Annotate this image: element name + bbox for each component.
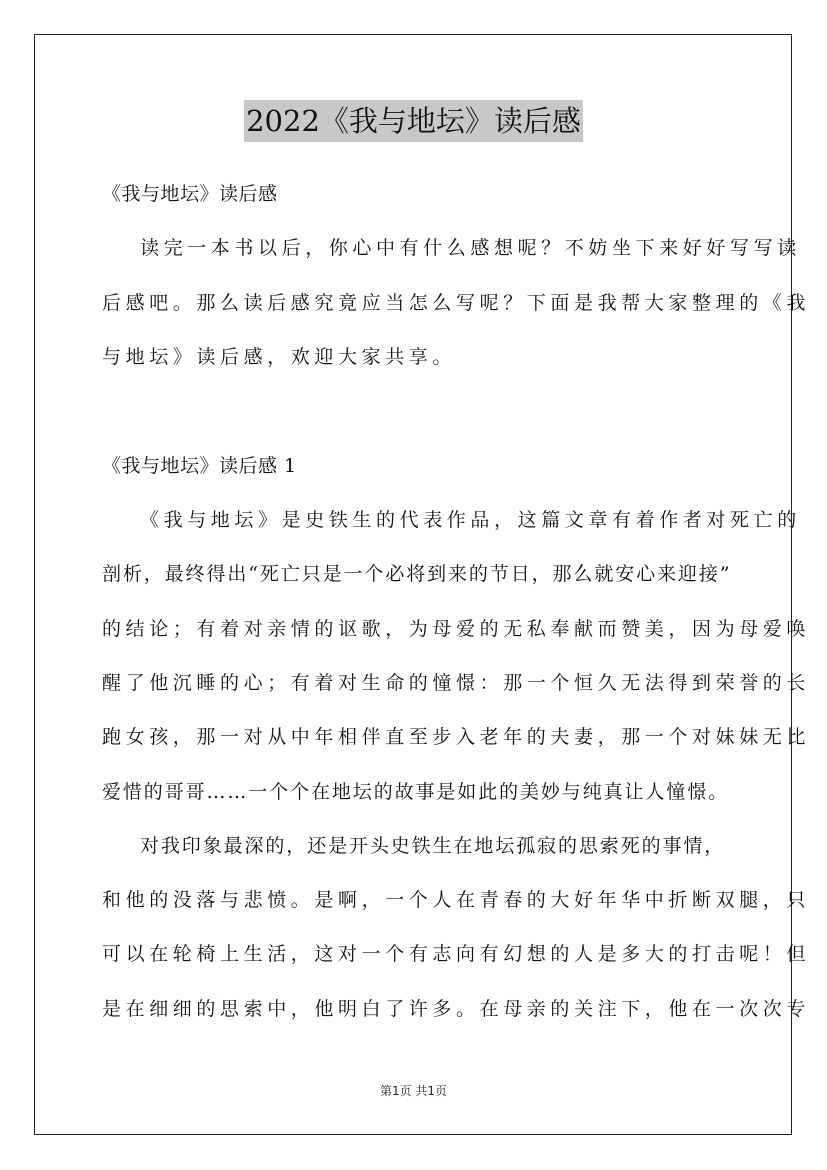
document-subtitle: 《我与地坛》读后感 [102,183,278,205]
section-heading: 《我与地坛》读后感 1 [102,455,297,477]
intro-line: 后感吧。那么读后感究竟应当怎么写呢？下面是我帮大家整理的《我 [102,292,811,314]
intro-line: 与地坛》读后感，欢迎大家共享。 [102,346,457,368]
paragraph-line: 的结论；有着对亲情的讴歌，为母爱的无私奉献而赞美，因为母爱唤 [102,618,811,640]
paragraph-line: 是在细细的思索中，他明白了许多。在母亲的关注下，他在一次次专 [102,998,811,1020]
paragraph-line: 对我印象最深的，还是开头史铁生在地坛孤寂的思索死的事情， [140,835,726,857]
paragraph-line: 剖析，最终得出“死亡只是一个必将到来的节日，那么就安心来迎接” [102,563,732,585]
paragraph-line: 和他的没落与悲愤。是啊，一个人在青春的大好年华中折断双腿，只 [102,889,811,911]
paragraph-line: 醒了他沉睡的心；有着对生命的憧憬：那一个恒久无法得到荣誉的长 [102,672,811,694]
paragraph-line: 可以在轮椅上生活，这对一个有志向有幻想的人是多大的打击呢！但 [102,943,811,965]
paragraph-line: 跑女孩，那一对从中年相伴直至步入老年的夫妻，那一个对妹妹无比 [102,726,811,748]
page-number-footer: 第1页 共1页 [379,1084,448,1098]
paragraph-line: 《我与地坛》是史铁生的代表作品，这篇文章有着作者对死亡的 [140,509,801,531]
paragraph-line: 爱惜的哥哥……一个个在地坛的故事是如此的美妙与纯真让人憧憬。 [102,781,730,803]
intro-line: 读完一本书以后，你心中有什么感想呢？不妨坐下来好好写写读 [140,237,801,259]
title-container [0,100,827,142]
document-title: 2022《我与地坛》读后感 [244,100,583,142]
